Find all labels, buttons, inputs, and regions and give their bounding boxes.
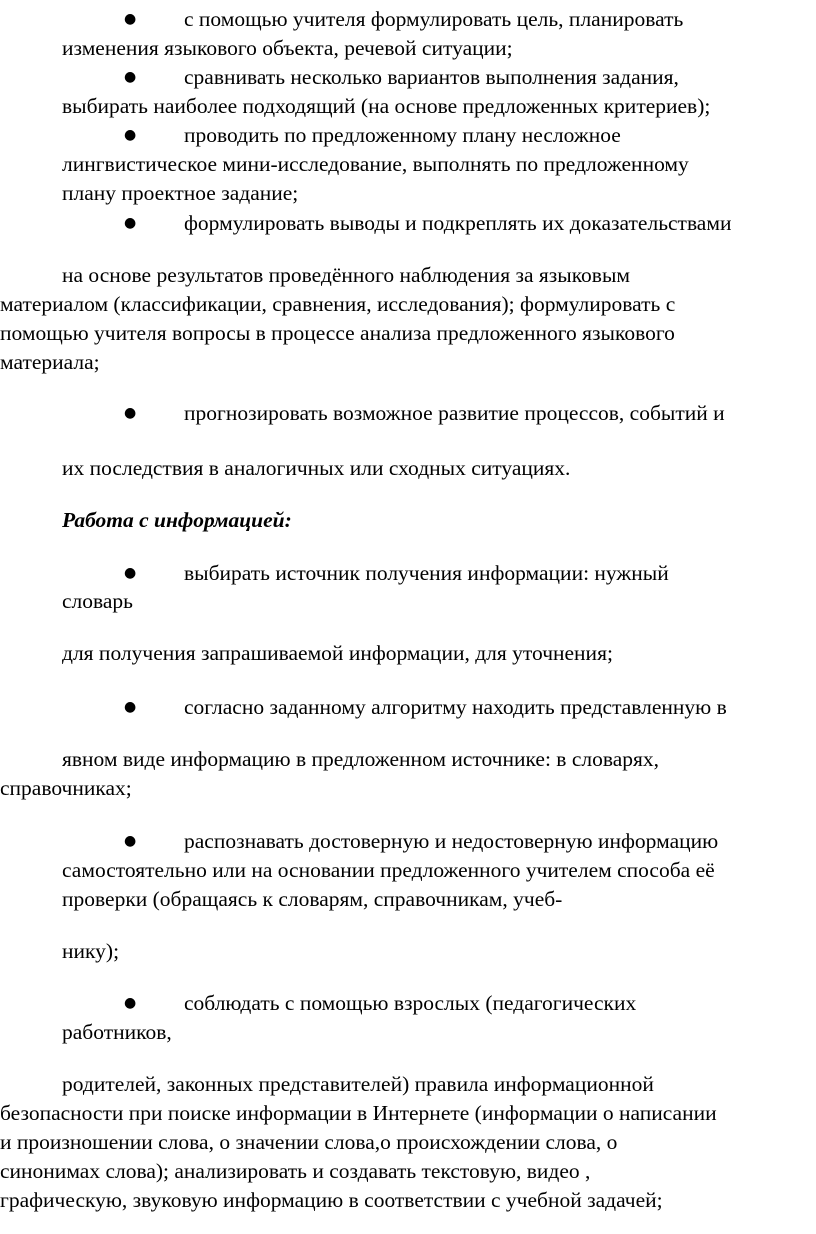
text-line: справочниках; [0,776,132,800]
text-line: синонимах слова); анализировать и создавать текстовую, видео , [0,1159,591,1183]
text-line: распознавать достоверную и недостоверную информацию [184,829,719,853]
text-line: выбирать источник получения информации: нужный [184,561,669,585]
text-line: и произношении слова, о значении слова,о происхождении слова, о [0,1130,618,1154]
text-line: помощью учителя вопросы в процессе анализа предложенного языкового [0,321,675,345]
text-line: на основе результатов проведённого наблюдения за языковым [62,263,630,287]
text-line: проверки (обращаясь к словарям, справочникам, учеб- [62,887,563,911]
text-line: с помощью учителя формулировать цель, планировать [184,7,684,31]
bullet-marker: ● [124,69,137,85]
text-line: формулировать выводы и подкреплять их доказательствами [184,211,732,235]
text-line: проводить по предложенному плану несложное [184,123,621,147]
text-line: явном виде информацию в предложенном источнике: в словарях, [62,747,660,771]
text-line: нику); [62,939,120,963]
bullet-marker: ● [124,11,137,27]
text-line: безопасности при поиске информации в Интернете (информации о написании [0,1101,717,1125]
bullet-marker: ● [124,215,137,231]
text-line: выбирать наиболее подходящий (на основе предложенных критериев); [62,94,711,118]
bullet-marker: ● [124,127,137,143]
text-line: словарь [62,589,133,613]
text-line: прогнозировать возможное развитие процессов, событий и [184,401,725,425]
text-line: родителей, законных представителей) правила информационной [62,1072,654,1096]
text-line: материала; [0,350,100,374]
text-line: их последствия в аналогичных или сходных ситуациях. [62,456,571,480]
bullet-marker: ● [124,565,137,581]
text-line: соблюдать с помощью взрослых (педагогических [184,991,637,1015]
section-heading: Работа с информацией: [62,508,292,532]
text-line: графическую, звуковую информацию в соответствии с учебной задачей; [0,1188,663,1212]
text-line: изменения языкового объекта, речевой ситуации; [62,36,513,60]
bullet-marker: ● [124,699,137,715]
text-line: плану проектное задание; [62,181,299,205]
bullet-marker: ● [124,833,137,849]
text-line: согласно заданному алгоритму находить представленную в [184,695,727,719]
text-line: самостоятельно или на основании предложенного учителем способа её [62,858,715,882]
bullet-marker: ● [124,405,137,421]
text-line: сравнивать несколько вариантов выполнения задания, [184,65,679,89]
bullet-marker: ● [124,995,137,1011]
text-line: работников, [62,1020,172,1044]
text-line: для получения запрашиваемой информации, для уточнения; [62,641,613,665]
text-line: лингвистическое мини-исследование, выполнять по предложенному [62,152,689,176]
text-line: материалом (классификации, сравнения, исследования); формулировать с [0,292,676,316]
